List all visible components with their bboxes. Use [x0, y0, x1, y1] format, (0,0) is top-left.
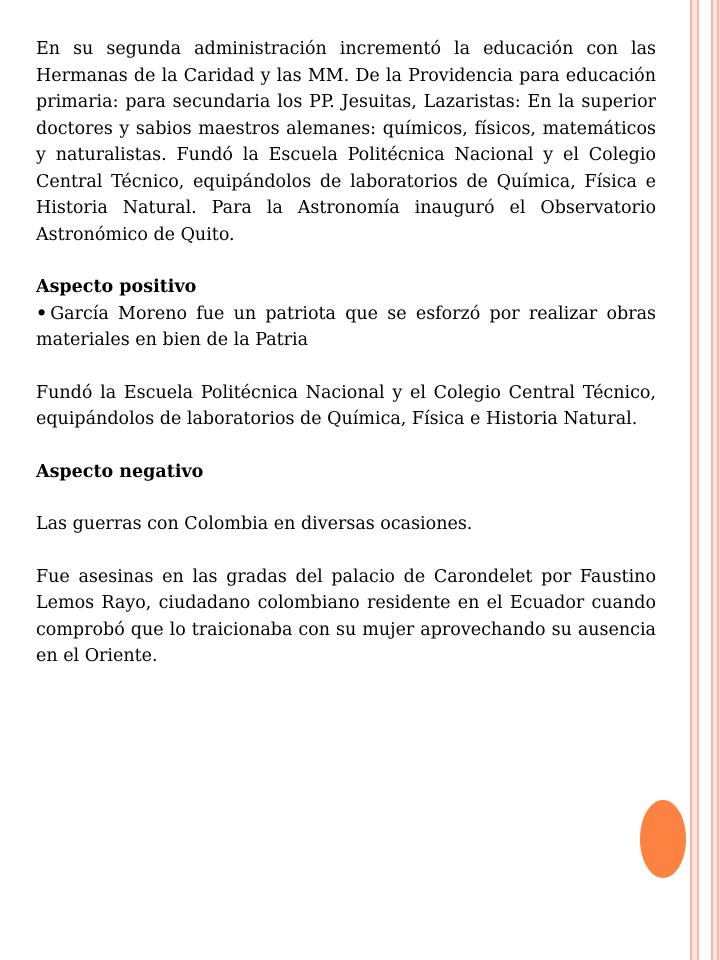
slide-text-body: [36, 36, 656, 696]
paragraph-education: En su segunda administración incrementó la educación con las Hermanas de la Caridad y las MM. De la Providencia para educación primaria: para secundaria los PP. Jesuitas, Lazaristas: En la superior doctores y sabios maestros alemanes: químicos, físicos, matemáticos y naturalistas. Fundó la Escuela Politécnica Nacional y el Colegio Central Técnico, equipándolos de laboratorios de Química, Física e Historia Natural. Para la Astronomía inauguró el Observatorio Astronómico de Quito.: [36, 39, 656, 245]
bullet-icon: •: [36, 303, 48, 324]
right-border-line: [697, 0, 699, 960]
right-border-line: [711, 0, 713, 960]
paragraph-asesinato: Fue asesinas en las gradas del palacio de Carondelet por Faustino Lemos Rayo, ciudadano colombiano residente en el Ecuador cuando comprobó que lo traicionaba con su mujer aprovechando su ausencia en el Oriente.: [36, 566, 656, 666]
right-border-line: [717, 0, 719, 960]
heading-aspecto-positivo: Aspecto positivo: [36, 277, 197, 297]
right-border-gap: [699, 0, 711, 960]
right-border-line: [690, 0, 692, 960]
bullet-positive: [36, 301, 656, 354]
paragraph-guerras: Las guerras con Colombia en diversas ocasiones.: [36, 514, 473, 534]
paragraph-politecnica: Fundó la Escuela Politécnica Nacional y el Colegio Central Técnico, equipándolos de laboratorios de Química, Física e Historia Natural.: [36, 382, 656, 429]
decorative-orange-oval: [640, 800, 686, 878]
bullet-positive-text: García Moreno fue un patriota que se esforzó por realizar obras materiales en bien de la Patria: [36, 303, 656, 350]
heading-aspecto-negativo: Aspecto negativo: [36, 461, 204, 482]
